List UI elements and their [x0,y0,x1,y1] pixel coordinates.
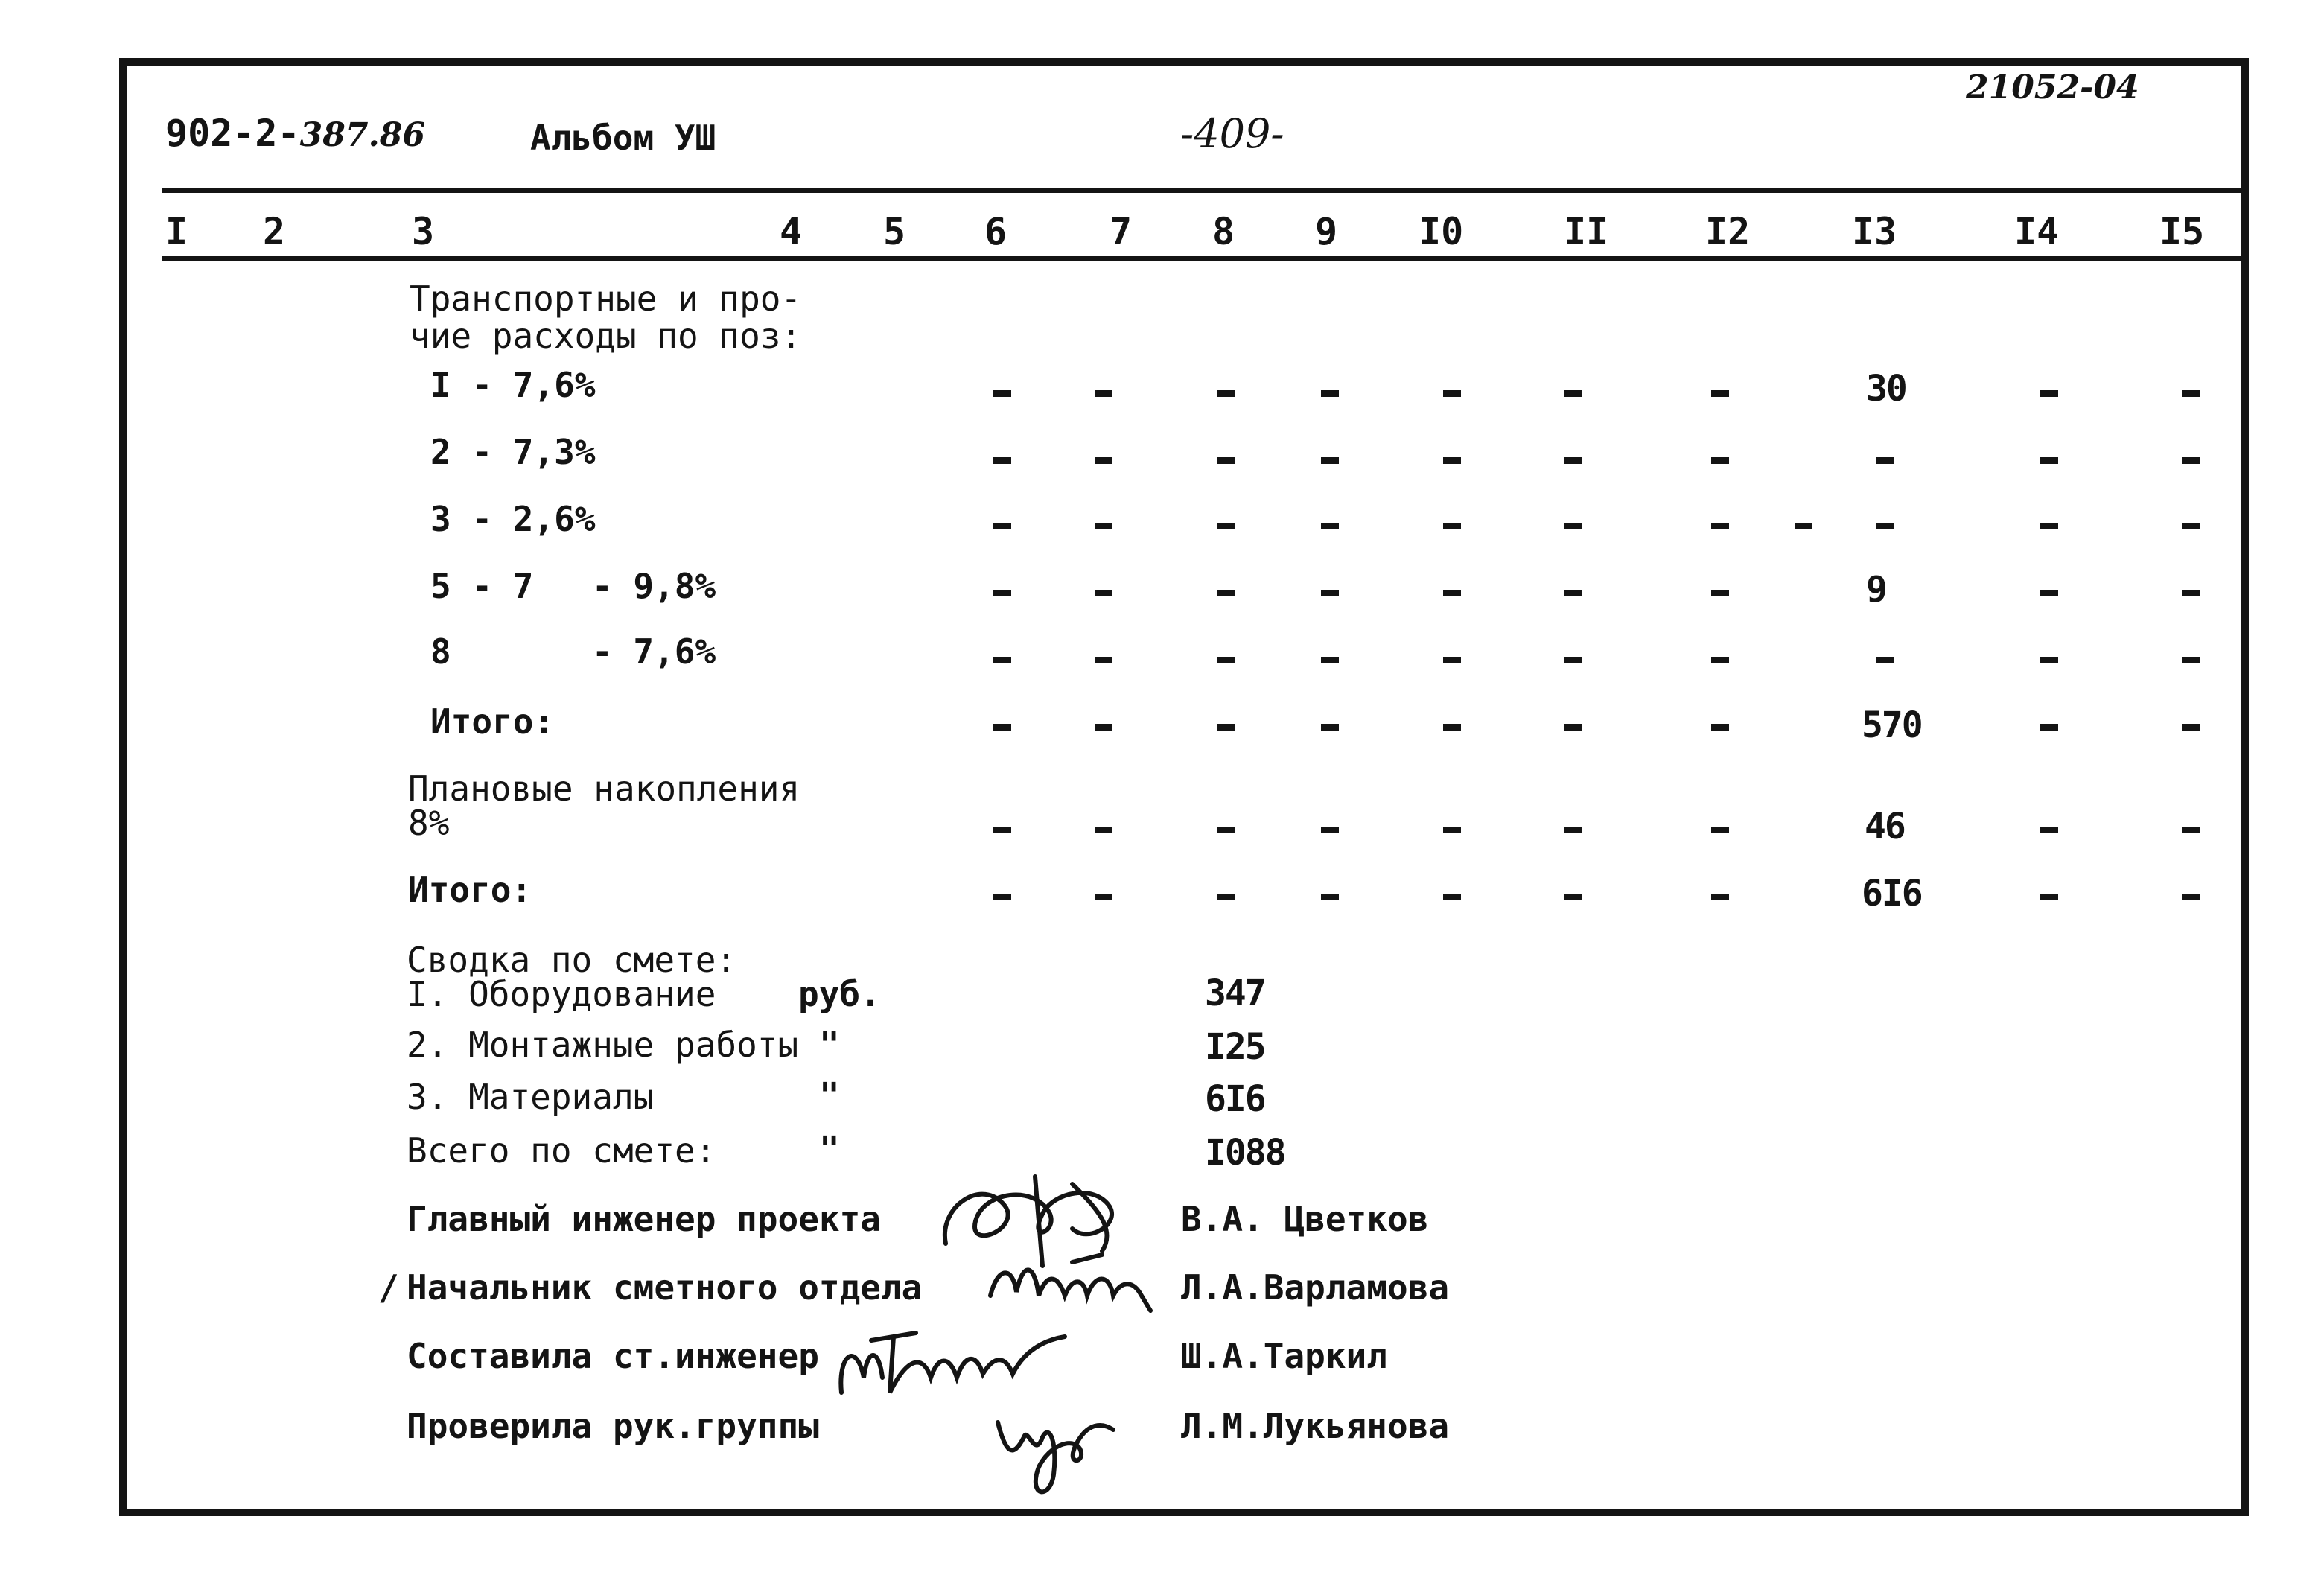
summary-item-1-value: 347 [1205,973,1265,1014]
empty-cell-dash [1876,523,1894,529]
col-num-2: 2 [263,210,286,253]
transport-row-2-label: 2 - 7,3% [430,432,596,472]
transport-row-1-col13: 30 [1866,368,1906,410]
summary-title: Сводка по смете: [407,940,737,980]
summary-item-3-unit: " [819,1075,840,1116]
empty-cell-dash [1711,827,1729,833]
empty-cell-dash [1217,457,1235,464]
empty-cell-dash [1095,590,1112,596]
empty-cell-dash [2182,894,2200,900]
transport-row-4-col13: 9 [1866,569,1886,611]
empty-cell-dash [1095,457,1112,464]
empty-cell-dash [2040,590,2058,596]
col-num-11: II [1564,210,1609,253]
document-code-printed: 902-2- [165,112,300,155]
empty-cell-dash [1443,390,1461,397]
empty-cell-dash [1217,390,1235,397]
empty-cell-dash [1711,590,1729,596]
empty-cell-dash [993,457,1011,464]
planned-label-line1: Плановые накопления [408,768,800,809]
empty-cell-dash [1217,894,1235,900]
empty-cell-dash [993,523,1011,529]
transport-row-1-label: I - 7,6% [430,365,596,405]
document-code [165,112,425,155]
empty-cell-dash [1564,827,1582,833]
summary-item-3-label: 3. Материалы [407,1077,655,1117]
col-num-6: 6 [984,210,1007,253]
empty-cell-dash [1321,657,1339,663]
empty-cell-dash [1443,657,1461,663]
empty-cell-dash [1443,523,1461,529]
empty-cell-dash [1564,390,1582,397]
empty-cell-dash [1321,390,1339,397]
empty-cell-dash [2040,523,2058,529]
signature-mark: / [378,1267,399,1308]
signature-role-4: Проверила рук.группы [407,1406,819,1446]
empty-cell-dash [993,590,1011,596]
col-num-3: 3 [412,210,435,253]
signature-role-3: Составила ст.инженер [407,1336,819,1376]
empty-cell-dash [1564,590,1582,596]
transport-total-col13: 570 [1862,704,1922,746]
empty-cell-dash [1217,590,1235,596]
empty-cell-dash [1876,657,1894,663]
summary-item-2-unit: " [819,1025,840,1065]
empty-cell-dash [1321,590,1339,596]
col-num-4: 4 [780,210,803,253]
signature-name-4: Л.М.Лукьянова [1181,1406,1450,1446]
empty-cell-dash [1876,457,1894,464]
empty-cell-dash [1564,457,1582,464]
col-num-15: I5 [2159,210,2205,253]
empty-cell-dash [2040,390,2058,397]
empty-cell-dash [1321,894,1339,900]
empty-cell-dash [2182,523,2200,529]
signature-name-1: В.А. Цветков [1181,1199,1429,1239]
col-num-12: I2 [1705,210,1751,253]
archive-number: 21052-04 [1966,69,2139,106]
empty-cell-dash [1795,523,1812,529]
empty-cell-dash [993,827,1011,833]
empty-cell-dash [1564,523,1582,529]
empty-cell-dash [1217,523,1235,529]
col-num-9: 9 [1315,210,1338,253]
header-rule-bottom [162,256,2241,261]
signature-name-2: Л.А.Варламова [1181,1267,1450,1308]
empty-cell-dash [1711,657,1729,663]
signature-name-3: Ш.А.Таркил [1181,1336,1387,1376]
empty-cell-dash [1711,457,1729,464]
empty-cell-dash [1321,457,1339,464]
col-num-13: I3 [1852,210,1897,253]
empty-cell-dash [1217,827,1235,833]
transport-row-4-pct: - 9,8% [592,566,716,606]
empty-cell-dash [2182,590,2200,596]
empty-cell-dash [1321,724,1339,731]
empty-cell-dash [1095,894,1112,900]
empty-cell-dash [1711,894,1729,900]
empty-cell-dash [1443,894,1461,900]
empty-cell-dash [1321,827,1339,833]
empty-cell-dash [1443,590,1461,596]
empty-cell-dash [1564,894,1582,900]
empty-cell-dash [2182,724,2200,731]
empty-cell-dash [2182,657,2200,663]
empty-cell-dash [2040,657,2058,663]
empty-cell-dash [993,724,1011,731]
empty-cell-dash [1711,390,1729,397]
empty-cell-dash [2182,457,2200,464]
header-rule-top [162,188,2241,193]
empty-cell-dash [1217,657,1235,663]
empty-cell-dash [2040,827,2058,833]
empty-cell-dash [1443,724,1461,731]
summary-item-4-unit: " [819,1129,840,1169]
planned-col13: 46 [1865,806,1905,847]
empty-cell-dash [1443,827,1461,833]
summary-item-2-value: I25 [1205,1026,1265,1068]
grand-total-col13: 6I6 [1862,873,1922,914]
empty-cell-dash [1321,523,1339,529]
empty-cell-dash [1217,724,1235,731]
empty-cell-dash [1711,523,1729,529]
transport-total-label: Итого: [430,701,555,742]
summary-item-4-label: Всего по смете: [407,1130,716,1171]
col-num-7: 7 [1110,210,1133,253]
planned-label-line2: 8% [408,803,450,843]
album-label: Альбом УШ [530,118,716,158]
signature-role-2: Начальник сметного отдела [407,1267,923,1308]
transport-row-5-pct: - 7,6% [592,631,716,672]
signature-role-1: Главный инженер проекта [407,1199,881,1239]
summary-item-4-value: I088 [1205,1132,1285,1174]
empty-cell-dash [993,390,1011,397]
empty-cell-dash [1564,724,1582,731]
empty-cell-dash [993,657,1011,663]
empty-cell-dash [2040,894,2058,900]
empty-cell-dash [1564,657,1582,663]
empty-cell-dash [1095,827,1112,833]
empty-cell-dash [1711,724,1729,731]
transport-row-3-label: 3 - 2,6% [430,499,596,539]
empty-cell-dash [2040,457,2058,464]
summary-item-2-label: 2. Монтажные работы [407,1025,799,1065]
col-num-5: 5 [883,210,906,253]
handwritten-signature-4 [983,1393,1132,1504]
empty-cell-dash [2040,724,2058,731]
transport-title-line2: чие расходы по поз: [410,316,802,356]
empty-cell-dash [993,894,1011,900]
empty-cell-dash [1095,523,1112,529]
col-num-10: I0 [1419,210,1464,253]
summary-item-1-label: I. Оборудование [407,974,716,1014]
col-num-8: 8 [1212,210,1235,253]
transport-row-5-pos: 8 [430,631,451,672]
page-number: -409- [1180,110,1284,157]
document-code-handwritten: 387.86 [299,116,426,154]
col-num-1: I [165,210,188,253]
grand-total-label: Итого: [408,870,532,910]
empty-cell-dash [1095,657,1112,663]
empty-cell-dash [1095,724,1112,731]
summary-item-1-unit: руб. [798,974,881,1014]
empty-cell-dash [2182,827,2200,833]
transport-row-4-pos: 5 - 7 [430,566,534,606]
col-num-14: I4 [2014,210,2060,253]
summary-item-3-value: 6I6 [1205,1078,1265,1120]
empty-cell-dash [1443,457,1461,464]
transport-title-line1: Транспортные и про- [410,279,802,319]
empty-cell-dash [2182,390,2200,397]
empty-cell-dash [1095,390,1112,397]
